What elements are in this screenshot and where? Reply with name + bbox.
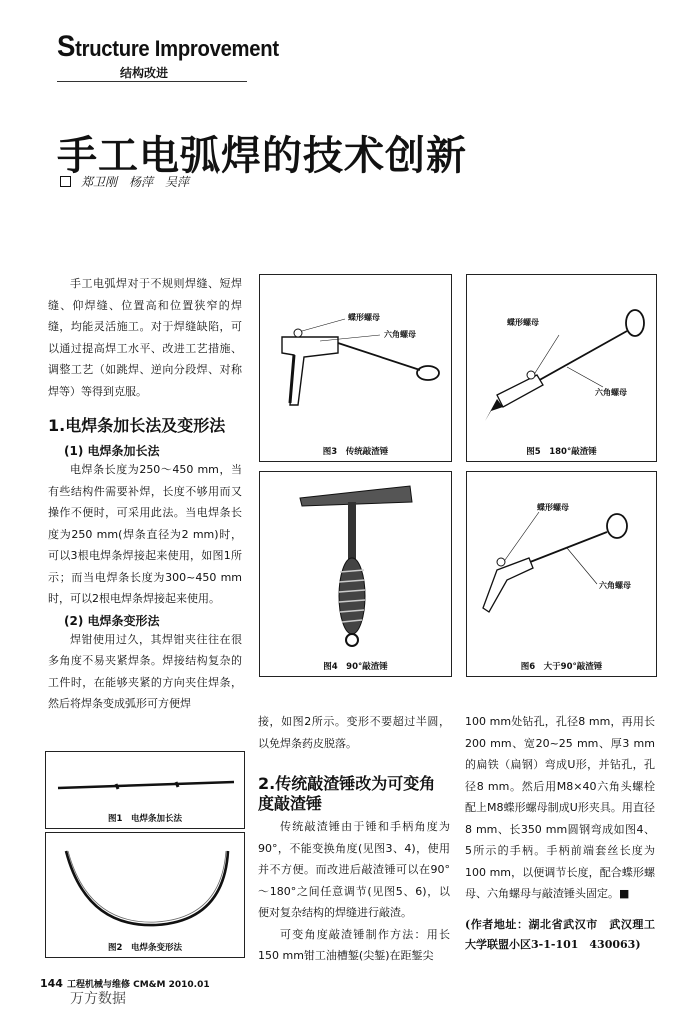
wing-nut-label: 蝶形螺母: [348, 313, 380, 322]
figure-4-caption: 图4 90°敲渣锤: [323, 662, 388, 672]
paragraph-hammer: 传统敲渣锤由于锤和手柄角度为90°，不能变换角度(见图3、4)，使用并不方便。而改进后敲渣锤可以在90°～180°之间任意调节(见图5、6)，以便对复杂结构的焊缝进行敲渣。: [258, 820, 450, 919]
subheading-2: (2) 电焊条变形法: [64, 613, 160, 628]
intro-paragraph: 手工电弧焊对于不规则焊缝、短焊缝、仰焊缝、位置高和位置狭窄的焊缝，均能灵活施工。对于焊缝缺陷，可以通过提高焊工水平、改进工艺措施、调整工艺（如跳焊、逆向分段焊、对称焊等）等得到克服。: [48, 277, 242, 398]
paragraph-deform: 焊钳使用过久，其焊钳夹往往在很多角度不易夹紧焊条。焊接结构复杂的工件时，在能够夹紧的方向夹住焊条，然后将焊条变成弧形可方便焊: [48, 632, 242, 710]
wing-nut-label: 蝶形螺母: [507, 318, 539, 327]
article-title: 手工电弧焊的技术创新: [57, 133, 467, 179]
column-1: [48, 273, 242, 715]
column-2: [258, 711, 450, 967]
column-3: [465, 711, 655, 955]
figure-3: [259, 274, 452, 462]
square-icon: [60, 176, 71, 187]
figure-1-caption: 图1 电焊条加长法: [108, 814, 182, 824]
hex-nut-label: 六角螺母: [595, 388, 627, 397]
subheading-1: (1) 电焊条加长法: [64, 444, 160, 458]
over-90-degree-hammer-drawing: [467, 472, 656, 652]
180-degree-hammer-drawing: [467, 275, 656, 435]
figure-2-caption: 图2 电焊条变形法: [108, 943, 182, 953]
watermark: 万方数据: [70, 991, 126, 1007]
paragraph-lengthen: 电焊条长度为250～450 mm，当有些结构件需要补焊，长度不够用而又操作不便时，可采用此法。当电焊条长度为250 mm(焊条直径为2 mm)时，可以3根电焊条焊接起来使用，如图1所示；而当电焊条长度为300~450 mm时，可以2根电焊条焊接起来使用。: [48, 463, 242, 605]
section-title-en: Structure Improvement: [57, 30, 279, 63]
wing-nut-label: 蝶形螺母: [537, 503, 569, 512]
paragraph-bend-note: 接，如图2所示。变形不要超过半圆，以免焊条药皮脱落。: [258, 715, 450, 750]
figure-6-caption: 图6 大于90°敲渣锤: [520, 662, 603, 672]
figure-5: [466, 274, 657, 462]
authors: 郑卫刚 杨萍 吴萍: [60, 173, 189, 190]
paragraph-method: 可变角度敲渣锤制作方法：用长150 mm钳工油槽錾(尖錾)在距錾尖: [258, 927, 450, 962]
figure-3-caption: 图3 传统敲渣锤: [322, 447, 389, 457]
traditional-hammer-drawing: [260, 275, 451, 435]
hex-nut-label: 六角螺母: [384, 330, 416, 339]
electrode-bent-drawing: [46, 833, 244, 939]
figure-6: [466, 471, 657, 677]
figure-5-caption: 图5 180°敲渣锤: [526, 447, 597, 457]
paragraph-method-continued: 100 mm处钻孔，孔径8 mm，再用长200 mm、宽20~25 mm、厚3 mm的扁铁（扁钢）弯成U形，并钻孔，孔径8 mm。然后用M8×40六角头螺栓配上M8蝶形螺母制成U形夹具。用直径8 mm、长350 mm圆钢弯成如图4、5所示的手柄。手柄前端套丝长度为100 mm，以便调节长度，配合蝶形螺母、六角螺母与敲渣锤头固定。■: [465, 715, 655, 900]
section-heading-1: 1.电焊条加长法及变形法: [48, 416, 226, 435]
hex-nut-label: 六角螺母: [599, 581, 631, 590]
ninety-degree-hammer-drawing: [260, 472, 451, 652]
section-heading-2: 2.传统敲渣锤改为可变角度敲渣锤: [258, 774, 436, 813]
section-title-cn: 结构改进: [120, 66, 169, 80]
electrode-lengthened-drawing: [46, 758, 244, 814]
figure-2: [45, 832, 245, 958]
figure-4: [259, 471, 452, 677]
page-footer: 144 工程机械与维修 CM&M 2010.01: [40, 977, 210, 990]
figure-1: [45, 751, 245, 829]
header-rule: [57, 81, 247, 82]
author-address: (作者地址：湖北省武汉市 武汉理工大学联盟小区3-1-101 430063): [465, 917, 655, 951]
